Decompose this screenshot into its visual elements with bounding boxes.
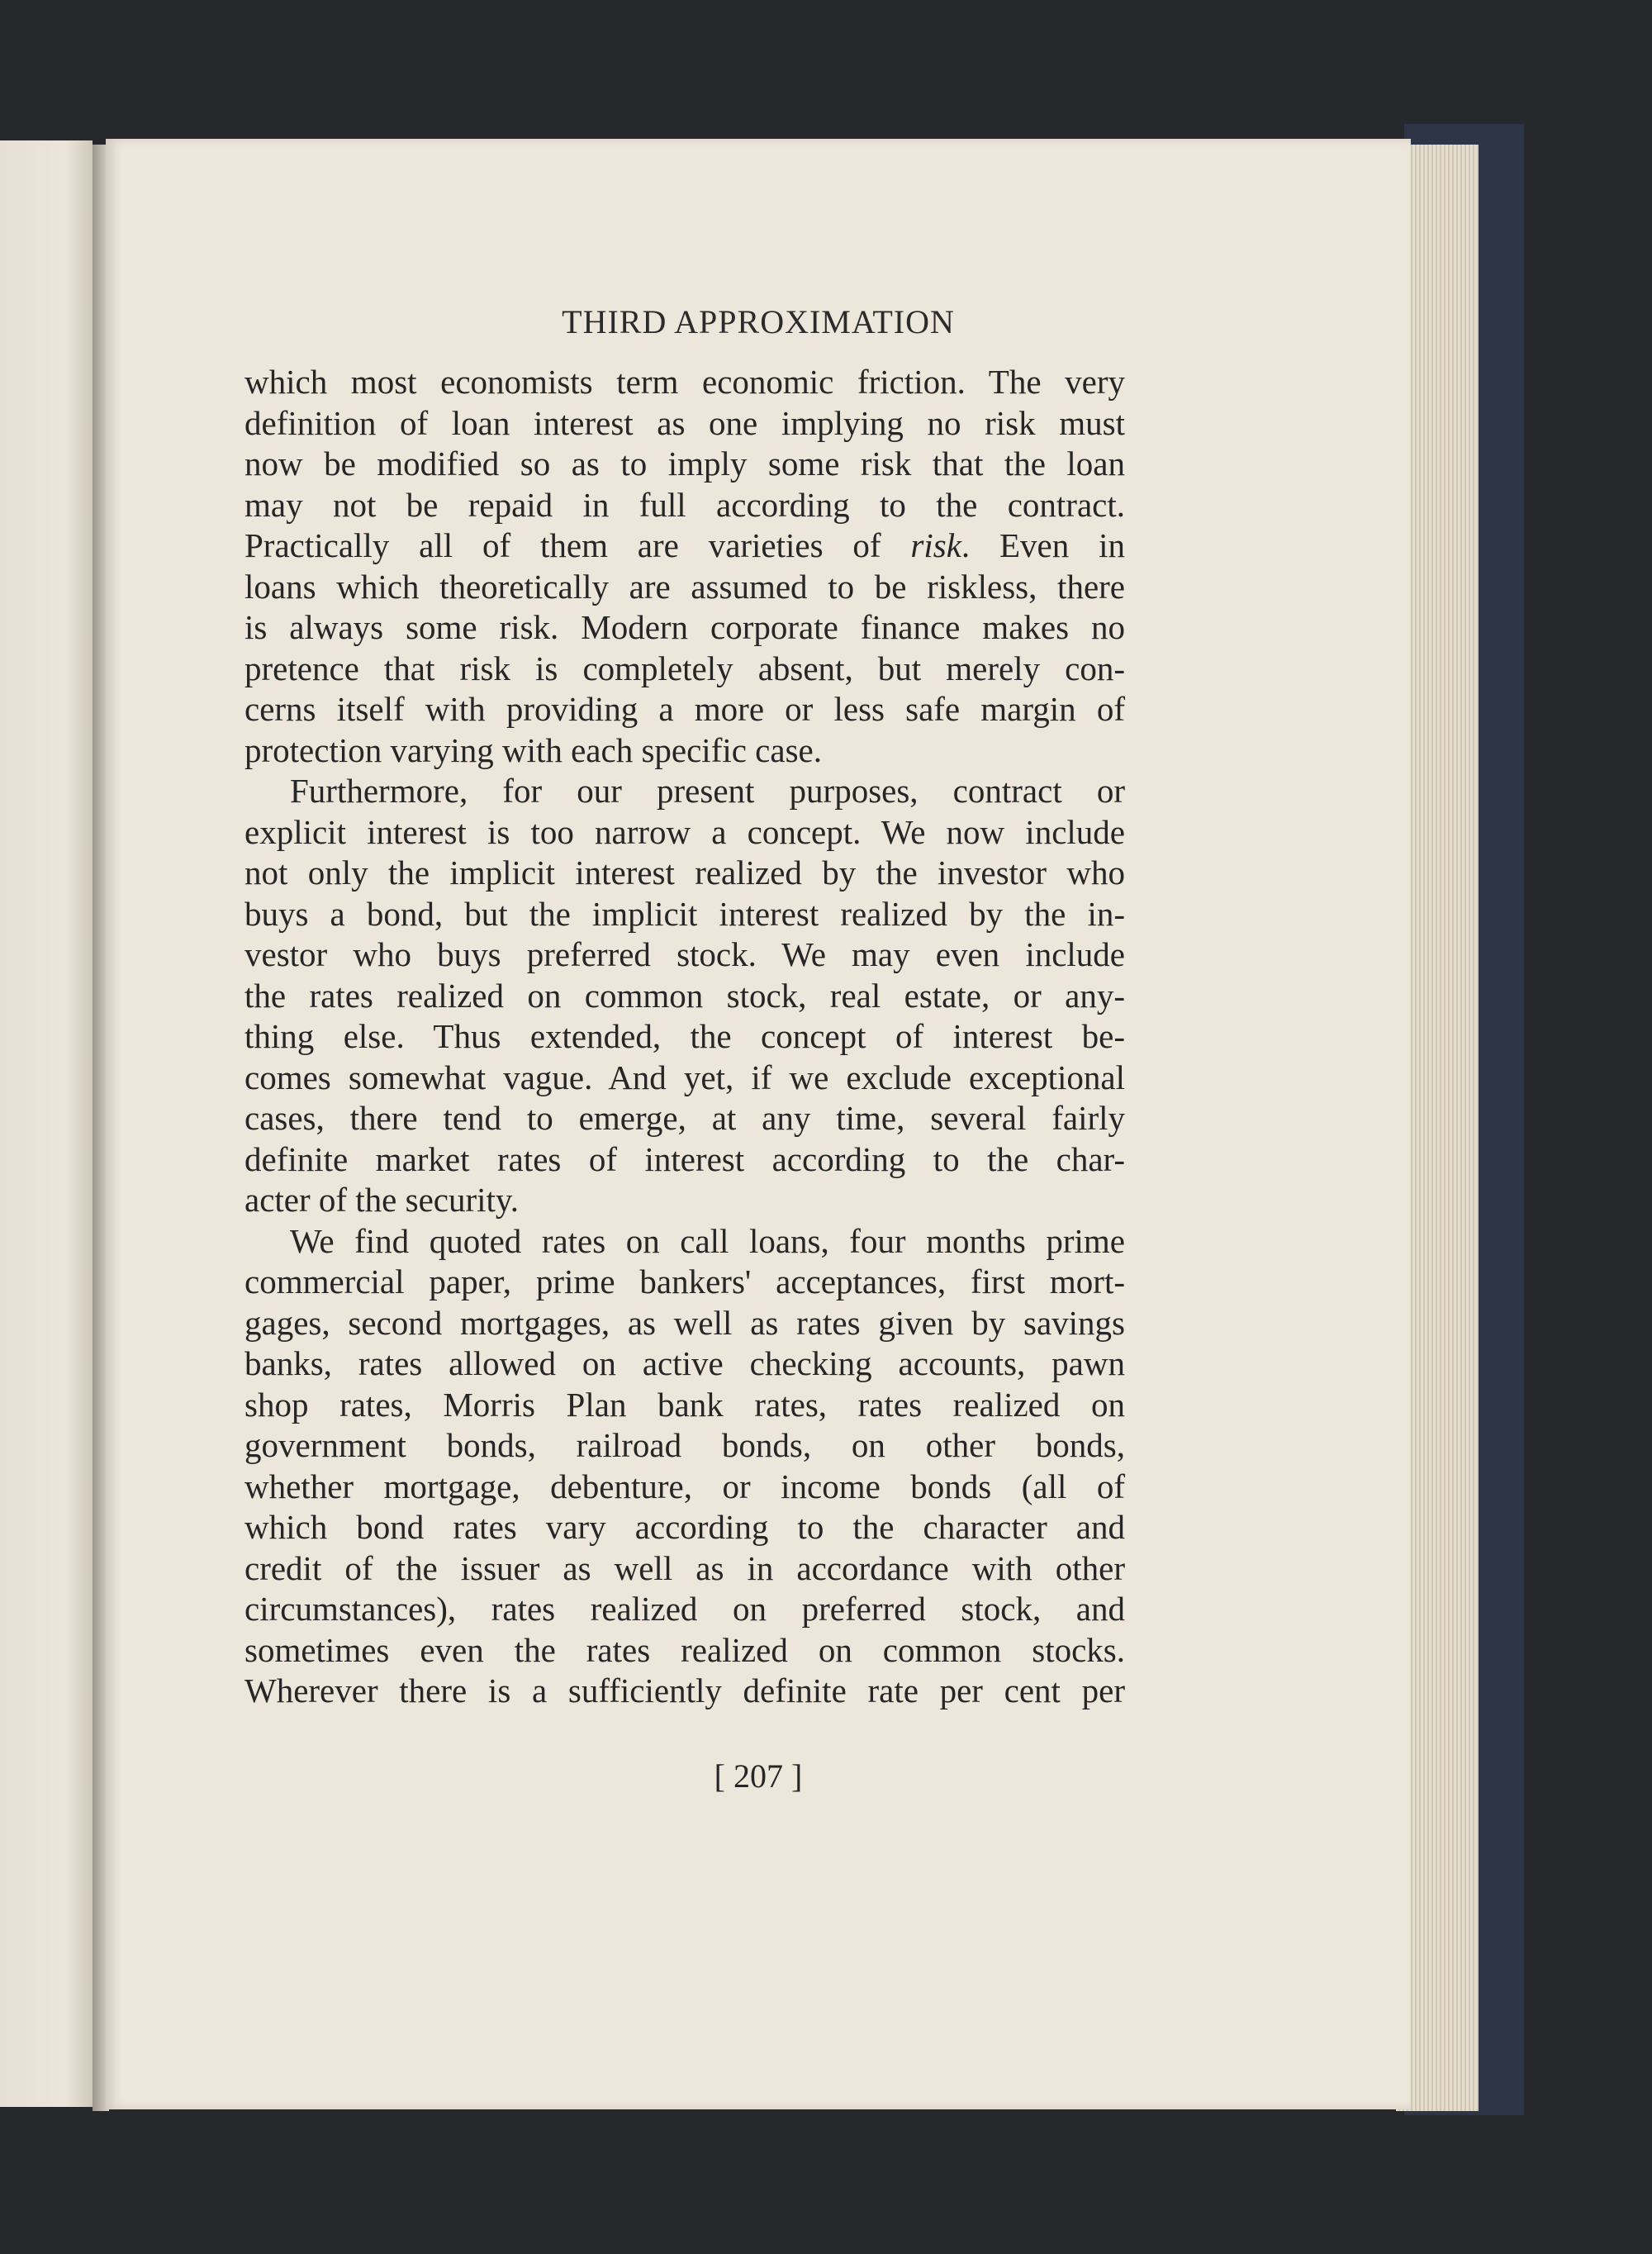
text-line: which bond rates vary according to the character and [244, 1508, 1125, 1546]
running-head: THIRD APPROXIMATION [562, 303, 955, 340]
text-line: loans which theoretically are assumed to be riskless, there [244, 567, 1125, 606]
text-line: cases, there tend to emerge, at any time, several fairly [244, 1099, 1125, 1137]
text-line: the rates realized on common stock, real estate, or any- [244, 976, 1125, 1015]
text-line: thing else. Thus extended, the concept of interest be- [244, 1017, 1125, 1055]
left-page-edge [0, 140, 93, 2107]
page-number: [ 207 ] [714, 1757, 803, 1795]
text-line: definition of loan interest as one implying no risk must [244, 403, 1125, 442]
text-line: We find quoted rates on call loans, four months prime [290, 1221, 1125, 1260]
text-line: comes somewhat vague. And yet, if we exclude exceptional [244, 1058, 1125, 1096]
text-line: may not be repaid in full according to the contract. [244, 485, 1125, 524]
text-segment: . Even in [961, 526, 1125, 564]
text-line: sometimes even the rates realized on common stocks. [244, 1630, 1125, 1669]
text-line: government bonds, railroad bonds, on other bonds, [244, 1426, 1125, 1464]
text-line: cerns itself with providing a more or less safe margin of [244, 690, 1125, 728]
text-segment: Practically all of them are varieties of [244, 526, 911, 564]
text-line: circumstances), rates realized on preferred stock, and [244, 1590, 1125, 1628]
text-line: acter of the security. [244, 1181, 520, 1219]
text-line [244, 525, 1125, 567]
text-line: banks, rates allowed on active checking accounts, pawn [244, 1344, 1125, 1382]
text-line: Furthermore, for our present purposes, contract or [290, 772, 1125, 810]
body-text [244, 362, 1125, 1712]
text-line: definite market rates of interest according to the char- [244, 1139, 1125, 1178]
text-line: protection varying with each specific case. [244, 730, 822, 769]
text-line: now be modified so as to imply some risk that the loan [244, 445, 1125, 483]
text-line: which most economists term economic friction. The very [244, 363, 1125, 401]
text-line: buys a bond, but the implicit interest realized by the in- [244, 894, 1125, 933]
book-page [106, 139, 1411, 2109]
italic-word: risk [910, 526, 961, 564]
text-line: not only the implicit interest realized by the investor who [244, 854, 1125, 892]
text-line: vestor who buys preferred stock. We may even include [244, 935, 1125, 973]
text-line: credit of the issuer as well as in accordance with other [244, 1548, 1125, 1587]
text-line: explicit interest is too narrow a concept. We now include [244, 812, 1125, 851]
text-line: pretence that risk is completely absent, but merely con- [244, 649, 1125, 687]
text-line: Wherever there is a sufficiently definite rate per cent per [244, 1671, 1125, 1710]
text-line: gages, second mortgages, as well as rates given by savings [244, 1303, 1125, 1342]
text-line: shop rates, Morris Plan bank rates, rates realized on [244, 1385, 1125, 1424]
text-line: commercial paper, prime bankers' acceptances, first mort- [244, 1263, 1125, 1301]
text-line: is always some risk. Modern corporate finance makes no [244, 608, 1125, 646]
text-line: whether mortgage, debenture, or income bonds (all of [244, 1467, 1125, 1505]
